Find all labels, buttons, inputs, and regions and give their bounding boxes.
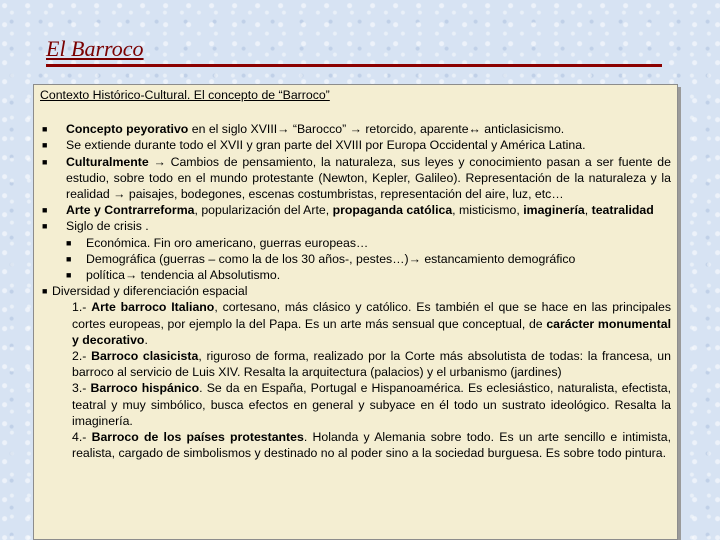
text: retorcido, aparente <box>361 122 469 137</box>
square-bullet-icon: ■ <box>42 205 48 216</box>
text: tendencia al Absolutismo. <box>137 268 281 283</box>
paragraph-barroco-clasicista <box>52 348 671 380</box>
bold-term: Barroco clasicista <box>91 349 199 364</box>
bold-term: teatralidad <box>591 203 654 218</box>
text: 2.- <box>72 349 92 364</box>
bold-term: Barroco hispánico <box>90 381 200 396</box>
bullet-concepto-peyorativo <box>40 121 671 137</box>
bold-term: carácter monumental y decorativo <box>72 316 671 347</box>
text: Siglo de crisis . <box>66 219 149 234</box>
text: , misticismo, <box>452 203 524 218</box>
text: paisajes, bodegones, escenas costumbristas, representación del aire, luz, etc… <box>125 187 564 202</box>
bold-term: Barroco de los países protestantes <box>91 430 304 445</box>
bold-term: Culturalmente <box>66 154 149 169</box>
bullet-siglo-de-crisis <box>40 218 671 283</box>
text: , cortesano, más clásico y católico. Es también el que se hace en las principales cortes europeas, por ejemplo la del Papa. Es un arte más sensual que conceptual, de <box>72 300 671 331</box>
text: anticlasicismo. <box>480 122 565 137</box>
bullet-list <box>40 121 671 461</box>
text: , <box>584 203 592 218</box>
square-bullet-icon: ■ <box>42 156 48 167</box>
right-arrow-icon: → <box>277 122 290 137</box>
text: 4.- <box>72 430 92 445</box>
text: Demográfica (guerras – como la de los 30 años-, pestes…) <box>86 251 409 266</box>
right-arrow-icon: → <box>408 251 421 266</box>
bullet-diversidad <box>40 283 671 461</box>
bold-term: imaginería <box>523 203 585 218</box>
slide-title: El Barroco <box>46 36 144 61</box>
square-bullet-icon: ■ <box>42 286 48 297</box>
paragraph-barroco-protestante <box>52 429 671 461</box>
bullet-extension <box>40 137 671 153</box>
right-arrow-icon: → <box>113 187 126 202</box>
text: . Holanda y Alemania sobre todo. Es un arte sencillo e intimista, realista, cargado de simbolismos y destinado no al poder sino a la sociedad burguesa. Es sobre todo pintura. <box>72 430 671 461</box>
square-bullet-icon: ■ <box>66 237 72 248</box>
text: Diversidad y diferenciación espacial <box>52 284 248 299</box>
title-underline-rule <box>46 64 662 67</box>
text: , riguroso de forma, realizado por la Corte más absolutista de todas: la francesa, un barroco al servicio de Luis XIV. Resalta la arquitectura (palacios) y el urbanismo (jardines) <box>72 349 671 380</box>
section-subtitle: Contexto Histórico-Cultural. El concepto de “Barroco” <box>40 88 330 102</box>
bold-term: Arte barroco Italiano <box>91 300 215 315</box>
square-bullet-icon: ■ <box>42 221 48 232</box>
paragraph-barroco-hispanico <box>52 380 671 429</box>
text: política <box>86 268 125 283</box>
text: Cambios de pensamiento, la naturaleza, sus leyes y conocimiento pasan a ser fuente de estudio, sobre todo en el mundo protestante (Newton, Kepler, Galileo). Representación de la naturaleza y la realidad <box>66 154 671 202</box>
paragraph-barroco-italiano <box>52 299 671 348</box>
square-bullet-icon: ■ <box>42 124 48 135</box>
bold-term: propaganda católica <box>332 203 453 218</box>
bold-term: Arte y Contrarreforma <box>66 203 195 218</box>
right-arrow-icon: → <box>148 154 171 169</box>
text: . <box>144 332 148 347</box>
sub-bullet-economica <box>66 235 671 251</box>
text: 1.- <box>72 300 92 315</box>
left-right-arrow-icon: ↔ <box>468 122 481 137</box>
text: , popularización del Arte, <box>194 203 333 218</box>
text: estancamiento demográfico <box>420 251 576 266</box>
right-arrow-icon: → <box>124 268 138 283</box>
sub-bullet-politica <box>66 267 671 283</box>
text: en el siglo XVIII <box>188 122 278 137</box>
text: Económica. Fin oro americano, guerras europeas… <box>86 235 369 250</box>
sub-bullet-demografica <box>66 251 671 267</box>
text: . Se da en España, Portugal e Hispanoamérica. Es eclesiástico, naturalista, efectista, teatral y muy simbólico, busca efectos en general y subyace en él todo un sustrato ideológico. Resalta la imaginería. <box>72 381 671 428</box>
square-bullet-icon: ■ <box>66 270 72 281</box>
text: “Barocco” <box>289 122 350 137</box>
content-panel <box>33 84 678 540</box>
text: Se extiende durante todo el XVII y gran parte del XVIII por Europa Occidental y América Latina. <box>66 138 586 153</box>
bullet-contrarreforma <box>40 202 671 218</box>
text: 3.- <box>72 381 91 396</box>
square-bullet-icon: ■ <box>66 253 72 264</box>
square-bullet-icon: ■ <box>42 140 48 151</box>
right-arrow-icon: → <box>349 122 362 137</box>
bold-term: Concepto peyorativo <box>66 122 189 137</box>
bullet-culturalmente <box>40 154 671 203</box>
